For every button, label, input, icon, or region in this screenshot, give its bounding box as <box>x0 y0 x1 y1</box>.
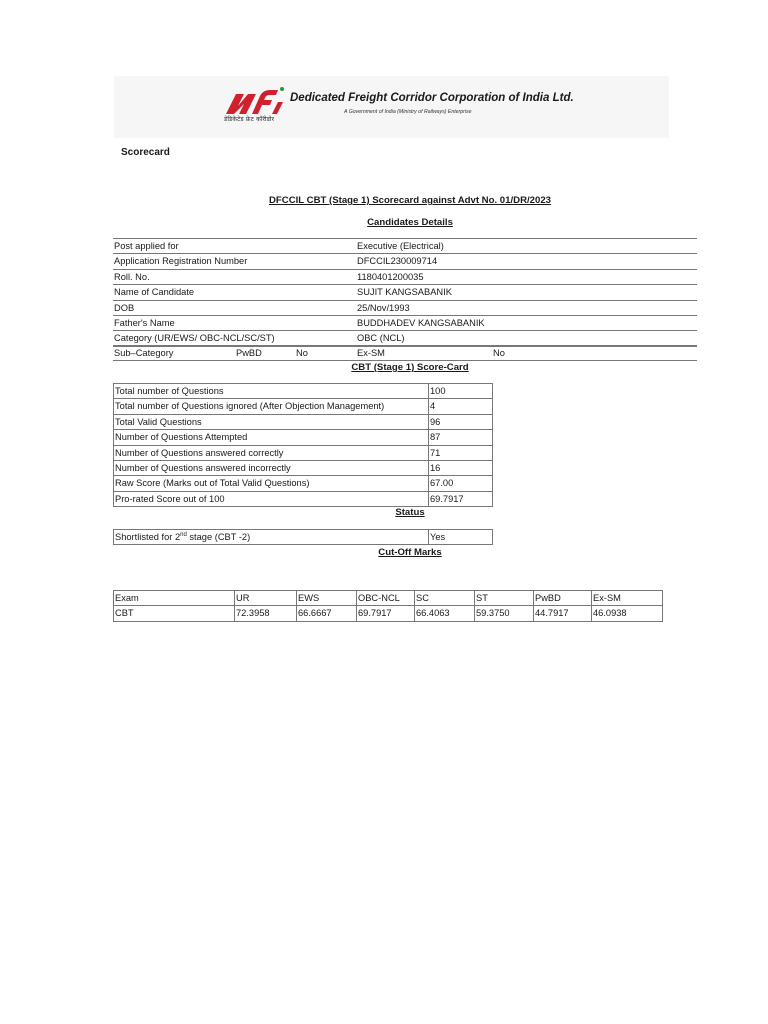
label-cell: Number of Questions answered incorrectly <box>114 460 429 475</box>
value-cell: 67.00 <box>429 476 493 491</box>
status-label: Shortlisted for 2nd stage (CBT -2) <box>114 530 429 545</box>
label-cell: Total number of Questions <box>114 384 429 399</box>
label-cell: Post applied for <box>113 239 356 254</box>
subcategory-table <box>113 345 697 361</box>
table-row <box>114 491 493 506</box>
value-cell: 96 <box>429 414 493 429</box>
header-cell: Ex-SM <box>592 591 663 606</box>
value-cell: 1180401200035 <box>356 269 697 284</box>
status-value: Yes <box>429 530 493 545</box>
value-cell: BUDDHADEV KANGSABANIK <box>356 315 697 330</box>
table-row <box>113 285 697 300</box>
value-cell: OBC (NCL) <box>356 331 697 346</box>
table-row <box>114 606 663 621</box>
value-cell: 25/Nov/1993 <box>356 300 697 315</box>
table-row <box>114 445 493 460</box>
value-cell: 16 <box>429 460 493 475</box>
value-cell: Executive (Electrical) <box>356 239 697 254</box>
header-cell: EWS <box>297 591 357 606</box>
page-title: DFCCIL CBT (Stage 1) Scorecard against Advt No. 01/DR/2023 <box>268 195 552 206</box>
data-cell: 44.7917 <box>534 606 592 621</box>
cutoff-table <box>113 590 663 622</box>
table-row <box>114 476 493 491</box>
table-row <box>114 430 493 445</box>
table-row <box>113 315 697 330</box>
table-row <box>114 414 493 429</box>
header-cell: PwBD <box>534 591 592 606</box>
corporation-name: Dedicated Freight Corridor Corporation of India Ltd. <box>290 92 574 104</box>
data-cell: CBT <box>114 606 235 621</box>
header-cell: ST <box>475 591 534 606</box>
subcategory-label: Sub–Category <box>113 346 235 361</box>
label-cell: Application Registration Number <box>113 254 356 269</box>
data-cell: 59.3750 <box>475 606 534 621</box>
value-cell: DFCCIL230009714 <box>356 254 697 269</box>
candidate-table <box>113 238 697 347</box>
value-cell: 71 <box>429 445 493 460</box>
label-cell: Total number of Questions ignored (After Objection Management) <box>114 399 429 414</box>
table-row <box>113 269 697 284</box>
status-heading: Status <box>395 507 425 518</box>
pwbd-label: PwBD <box>235 346 295 361</box>
label-cell: Number of Questions Attempted <box>114 430 429 445</box>
label-cell: Father's Name <box>113 315 356 330</box>
data-cell: 46.0938 <box>592 606 663 621</box>
table-row <box>114 530 493 545</box>
header-cell: UR <box>235 591 297 606</box>
value-cell: 87 <box>429 430 493 445</box>
data-cell: 66.4063 <box>415 606 475 621</box>
value-cell: 4 <box>429 399 493 414</box>
value-cell: 100 <box>429 384 493 399</box>
label-cell: Total Valid Questions <box>114 414 429 429</box>
exsm-label: Ex-SM <box>356 346 492 361</box>
label-cell: Raw Score (Marks out of Total Valid Questions) <box>114 476 429 491</box>
label-cell: Category (UR/EWS/ OBC-NCL/SC/ST) <box>113 331 356 346</box>
pwbd-value: No <box>295 346 356 361</box>
label-cell: Pro-rated Score out of 100 <box>114 491 429 506</box>
table-row <box>114 399 493 414</box>
doc-label: Scorecard <box>121 147 170 158</box>
table-row <box>113 254 697 269</box>
header-cell: Exam <box>114 591 235 606</box>
exsm-value: No <box>492 346 697 361</box>
table-row <box>114 384 493 399</box>
label-cell: DOB <box>113 300 356 315</box>
label-cell: Roll. No. <box>113 269 356 284</box>
data-cell: 66.6667 <box>297 606 357 621</box>
dfccil-logo-icon <box>222 84 284 118</box>
status-table <box>113 529 493 545</box>
header-cell: SC <box>415 591 475 606</box>
scorecard-table <box>113 383 493 507</box>
value-cell: 69.7917 <box>429 491 493 506</box>
table-row <box>113 239 697 254</box>
table-row <box>113 346 697 361</box>
table-row <box>113 300 697 315</box>
corporation-subtitle: A Government of India (Ministry of Railways) Enterprise <box>344 109 472 115</box>
table-header-row <box>114 591 663 606</box>
header-banner <box>114 76 669 138</box>
label-cell: Name of Candidate <box>113 285 356 300</box>
cutoff-heading: Cut-Off Marks <box>378 547 442 558</box>
table-row <box>113 331 697 346</box>
scorecard-heading: CBT (Stage 1) Score-Card <box>351 362 469 373</box>
header-cell: OBC-NCL <box>357 591 415 606</box>
table-row <box>114 460 493 475</box>
candidate-heading: Candidates Details <box>367 217 453 228</box>
data-cell: 72.3958 <box>235 606 297 621</box>
logo-hindi-text: डेडिकेटेड फ्रेट कॉरीडोर <box>224 116 275 123</box>
value-cell: SUJIT KANGSABANIK <box>356 285 697 300</box>
data-cell: 69.7917 <box>357 606 415 621</box>
label-cell: Number of Questions answered correctly <box>114 445 429 460</box>
